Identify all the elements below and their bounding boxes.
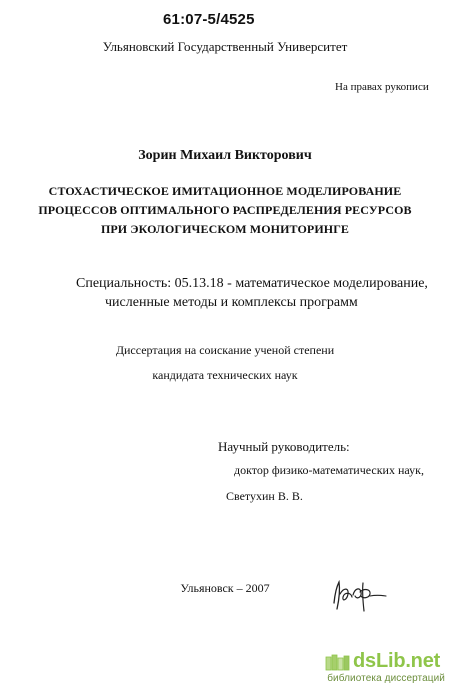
specialty-line: численные методы и комплексы программ (105, 295, 358, 310)
city-year: Ульяновск – 2007 (180, 581, 270, 595)
dissertation-line: Диссертация на соискание ученой степени (115, 343, 335, 357)
dissertation-line: кандидата технических наук (152, 368, 298, 382)
watermark-subtitle: библиотека диссертаций (327, 673, 445, 684)
title-line: ПРИ ЭКОЛОГИЧЕСКОМ МОНИТОРИНГЕ (100, 222, 350, 236)
rights-note: На правах рукописи (335, 81, 429, 93)
supervisor-name: Светухин В. В. (226, 489, 303, 503)
watermark-site-name: dsLib.net (353, 650, 441, 672)
title-line: ПРОЦЕССОВ ОПТИМАЛЬНОГО РАСПРЕДЕЛЕНИЯ РЕСУРСОВ (38, 203, 412, 217)
supervisor-label: Научный руководитель: (218, 439, 350, 454)
title-line: СТОХАСТИЧЕСКОЕ ИМИТАЦИОННОЕ МОДЕЛИРОВАНИЕ (48, 184, 402, 198)
handwritten-signature (330, 578, 390, 616)
document-code: 61:07-5/4525 (163, 11, 255, 28)
books-icon (325, 653, 351, 671)
specialty-line: Специальность: 05.13.18 - математическое моделирование, (76, 276, 428, 291)
author-name: Зорин Михаил Викторович (138, 148, 312, 163)
university-name: Ульяновский Государственный Университет (102, 39, 348, 54)
supervisor-degree: доктор физико-математических наук, (234, 463, 424, 477)
dslib-watermark (311, 651, 445, 691)
